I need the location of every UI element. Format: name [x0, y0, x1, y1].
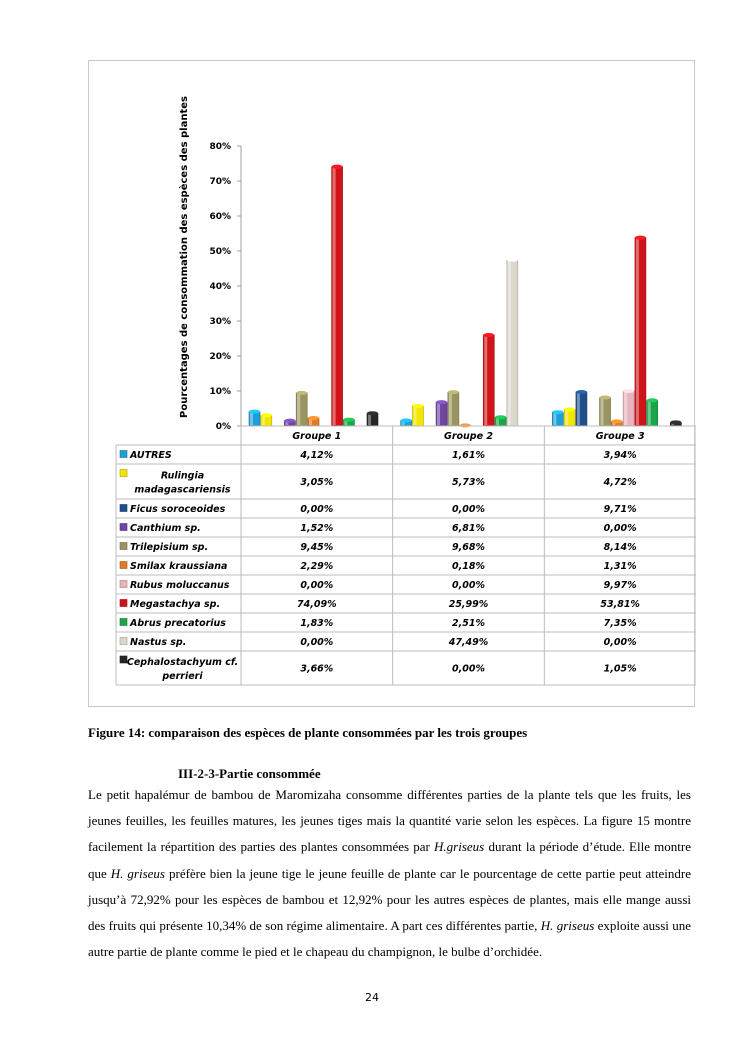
data-label: 5,73%	[452, 477, 485, 488]
bar-cap	[261, 413, 272, 417]
legend-label: Trilepisium sp.	[130, 542, 209, 553]
bar-cap	[296, 391, 307, 395]
body-paragraph	[88, 782, 691, 965]
chart-svg	[89, 61, 696, 708]
data-label: 74,09%	[297, 599, 337, 610]
bar-highlight	[601, 399, 604, 425]
legend-label: madagascariensis	[134, 484, 231, 496]
legend-swatch	[120, 581, 127, 588]
data-label: 3,94%	[603, 450, 637, 461]
bar-cap	[460, 423, 471, 427]
bar-cap	[635, 236, 646, 240]
page-number: 24	[365, 991, 379, 1004]
data-label: 2,29%	[300, 561, 334, 572]
data-label: 9,68%	[452, 542, 485, 553]
y-tick-label: 80%	[209, 142, 231, 152]
bar-highlight	[624, 392, 627, 425]
figure-caption: Figure 14: comparaison des espèces de plante consommées par les trois groupes	[88, 725, 528, 740]
data-label: 0,00%	[452, 580, 485, 591]
legend-label: Rubus moluccanus	[130, 580, 230, 591]
section-title: III-2-3-Partie consommée	[178, 766, 321, 781]
bar-cap	[552, 410, 563, 414]
data-label: 0,00%	[300, 504, 334, 515]
bar-highlight	[648, 401, 651, 425]
bar-cap	[600, 396, 611, 400]
legend-swatch	[120, 470, 127, 477]
y-tick-label: 10%	[209, 387, 231, 397]
legend-swatch	[120, 524, 127, 531]
body-text-3: préfère bien la jeune tige le jeune feuille de plante car le pourcentage de cette partie peut atteindre jusqu’à 72,92% pour les espèces de bambou et 12,92% pour les autres espèces de plantes, mais elle mange aussi des fruits qui présente 10,34% de son régime alimentaire. A part ces différentes partie,	[88, 865, 691, 934]
y-tick-label: 70%	[209, 177, 231, 187]
legend-label: perrieri	[162, 671, 203, 682]
legend-swatch	[120, 543, 127, 550]
bar-cap	[332, 165, 343, 169]
bar-cap	[564, 407, 575, 411]
body-text-1: Le petit hapalémur de bambou de Maromizaha consomme différentes parties de la plante tels que les fruits, les jeunes feuilles, les feuilles matures, les jeunes tiges mais la quantité varie selon les espèces. La figure 15 montre facilement la répartition des parties des plantes consommées par	[88, 787, 691, 855]
legend-label: Nastus sp.	[130, 637, 187, 648]
bar-highlight	[413, 407, 416, 425]
y-tick-label: 30%	[209, 317, 231, 327]
bar-highlight	[553, 413, 556, 425]
bar-highlight	[449, 393, 452, 425]
data-label: 3,66%	[300, 663, 334, 675]
legend-label: Cephalostachyum cf.	[126, 657, 239, 668]
data-label: 53,81%	[600, 599, 640, 610]
legend-swatch	[120, 505, 127, 512]
data-label: 4,12%	[300, 450, 334, 461]
bar-highlight	[250, 413, 253, 425]
data-label: 9,45%	[300, 542, 334, 553]
bar-highlight	[496, 418, 499, 425]
bar-highlight	[508, 261, 511, 425]
bar-highlight	[368, 414, 371, 425]
data-label: 0,00%	[603, 637, 637, 648]
bar-cap	[436, 400, 447, 404]
bar-highlight	[565, 410, 568, 425]
bar-cap	[576, 390, 587, 394]
data-label: 25,99%	[448, 599, 489, 610]
species-name-3: H. griseus	[540, 918, 595, 934]
bar-highlight	[309, 419, 312, 425]
data-label: 9,71%	[603, 504, 637, 515]
data-label: 0,00%	[603, 523, 637, 534]
bar-cap	[308, 416, 319, 420]
data-label: 1,61%	[452, 450, 485, 461]
data-label: 8,14%	[603, 542, 637, 553]
legend-label: Ficus soroceoides	[130, 504, 226, 515]
data-label: 1,31%	[603, 561, 637, 572]
bar-cap	[448, 390, 459, 394]
bar-cap	[412, 404, 423, 408]
data-label: 0,00%	[452, 663, 485, 675]
legend-swatch	[120, 600, 127, 607]
body-text-2: durant la période d’étude. Elle montre que	[88, 839, 691, 881]
category-header: Groupe 2	[444, 431, 493, 442]
legend-label: Rulingia	[160, 470, 205, 482]
bar-cap	[401, 418, 412, 422]
y-tick-label: 60%	[209, 212, 231, 222]
y-tick-label: 40%	[209, 282, 231, 292]
bar-cap	[647, 398, 658, 402]
bar-cap	[495, 415, 506, 419]
data-label: 1,05%	[603, 663, 637, 675]
bar-cap	[623, 389, 634, 393]
legend-swatch	[120, 619, 127, 626]
bar-highlight	[484, 336, 487, 425]
y-tick-label: 0%	[215, 422, 231, 432]
data-label: 0,18%	[452, 561, 485, 572]
y-axis-title: Pourcentages de consommation des espèces des plantes	[179, 96, 190, 418]
bar-highlight	[262, 416, 265, 425]
figure-14-chart	[88, 60, 695, 707]
bar-highlight	[333, 168, 336, 425]
data-label: 47,49%	[448, 637, 489, 648]
bar-highlight	[297, 394, 300, 425]
data-label: 0,00%	[452, 504, 485, 515]
species-name-2: H. griseus	[110, 865, 165, 881]
legend-label: AUTRES	[130, 450, 172, 461]
bar-highlight	[636, 239, 639, 425]
data-label: 2,51%	[452, 618, 485, 629]
bar-cap	[611, 419, 622, 423]
data-label: 0,00%	[300, 637, 334, 648]
bar-highlight	[577, 393, 580, 425]
data-label: 1,83%	[300, 618, 334, 629]
bar-cap	[343, 418, 354, 422]
legend-swatch	[120, 638, 127, 645]
legend-label: Canthium sp.	[130, 523, 201, 534]
legend-swatch	[120, 562, 127, 569]
bar-cap	[249, 410, 260, 414]
body-text-4: exploite aussi une autre partie de plante comme le pied et le chapeau du champignon, le bulbe d’orchidée.	[88, 918, 691, 960]
legend-label: Abrus precatorius	[130, 618, 226, 629]
legend-swatch	[120, 451, 127, 458]
data-label: 3,05%	[300, 477, 334, 488]
data-label: 9,97%	[603, 580, 637, 591]
data-label: 1,52%	[300, 523, 334, 534]
bar-cap	[367, 411, 378, 415]
legend-label: Megastachya sp.	[130, 599, 221, 610]
bar-cap	[483, 333, 494, 337]
bar-cap	[670, 420, 681, 424]
data-label: 6,81%	[452, 523, 485, 534]
category-header: Groupe 3	[595, 431, 645, 442]
bar-cap	[507, 258, 518, 262]
species-name-1: H.griseus	[434, 839, 485, 855]
y-tick-label: 50%	[209, 247, 231, 257]
bar-highlight	[437, 403, 440, 425]
data-label: 4,72%	[603, 477, 637, 488]
bar-cap	[284, 419, 295, 423]
category-header: Groupe 1	[292, 431, 342, 442]
y-tick-label: 20%	[209, 352, 231, 362]
data-label: 0,00%	[300, 580, 334, 591]
data-label: 7,35%	[603, 618, 637, 629]
legend-label: Smilax kraussiana	[130, 561, 228, 572]
